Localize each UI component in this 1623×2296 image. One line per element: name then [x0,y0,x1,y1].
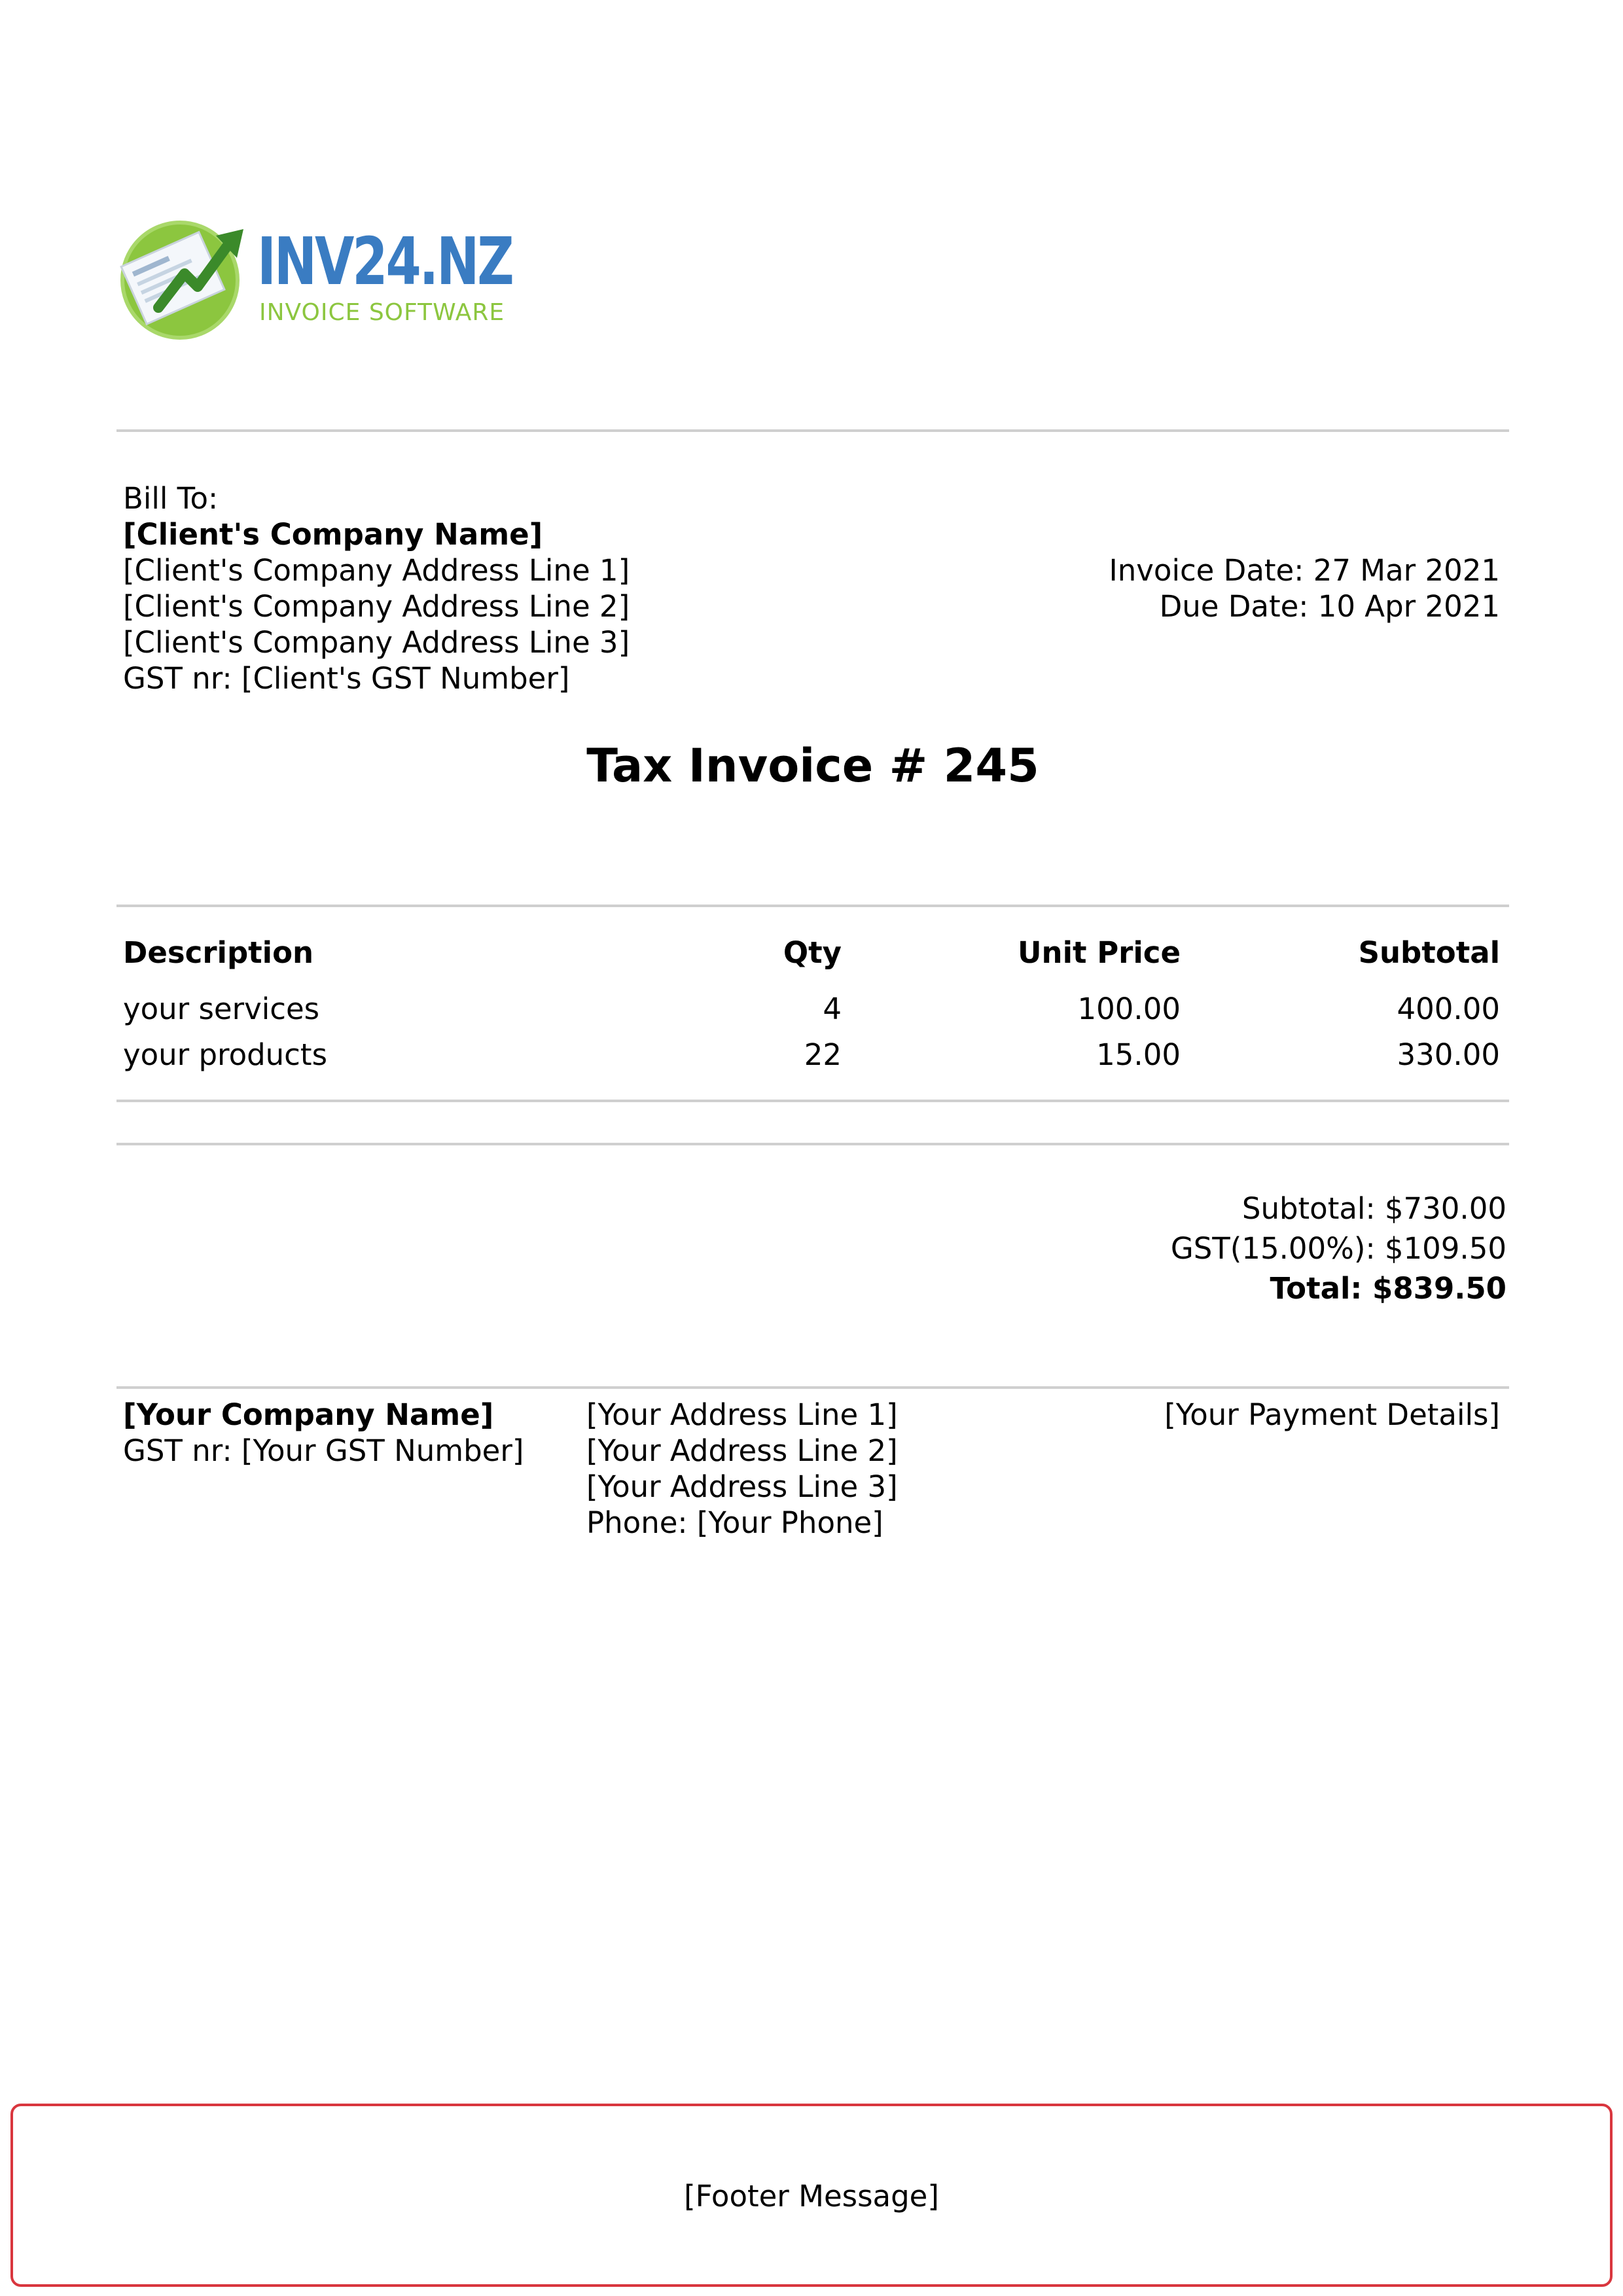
row-1-qty: 4 [823,992,842,1026]
your-address-line-2: [Your Address Line 2] [586,1433,898,1468]
header-subtotal: Subtotal [1358,935,1500,970]
invoice-title [0,740,1623,792]
your-address-line-3: [Your Address Line 3] [586,1469,898,1504]
payment-details-text: [Your Payment Details] [1164,1397,1500,1432]
header-description: Description [123,935,314,970]
client-address-line-1: [Client's Company Address Line 1] [123,553,630,588]
invoice-title-text: Tax Invoice # 245 [586,739,1039,793]
totals-block [1171,1189,1507,1308]
totals-subtotal: Subtotal: $730.00 [1241,1191,1507,1226]
company-block [123,1397,524,1469]
totals-gst: GST(15.00%): $109.50 [1170,1231,1507,1266]
company-divider [116,1386,1509,1389]
client-gst-number: GST nr: [Client's GST Number] [123,661,570,696]
bill-to-block [123,480,630,696]
row-2-subtotal: 330.00 [1397,1037,1500,1072]
client-address-line-3: [Client's Company Address Line 3] [123,625,630,660]
row-2-description: your products [123,1037,328,1072]
table-bottom-divider [116,1100,1509,1102]
header-divider [116,429,1509,432]
logo-wordmark: INV24.NZ [257,223,512,300]
row-2-qty: 22 [804,1037,842,1072]
your-address-line-1: [Your Address Line 1] [586,1397,898,1432]
your-company-name: [Your Company Name] [123,1397,494,1432]
logo-tagline: INVOICE SOFTWARE [259,299,505,326]
payment-details [1164,1397,1500,1433]
header-unit-price: Unit Price [1018,935,1181,970]
client-company-name: [Client's Company Name] [123,517,543,552]
your-phone: Phone: [Your Phone] [586,1505,883,1540]
totals-total: Total: $839.50 [1270,1271,1507,1306]
totals-top-divider [116,1143,1509,1145]
logo-emblem-icon [118,209,255,347]
bill-to-label: Bill To: [123,481,219,516]
header-qty: Qty [783,935,842,970]
row-1-unit-price: 100.00 [1077,992,1181,1026]
company-logo [118,209,510,347]
row-1-description: your services [123,992,320,1026]
invoice-date: Invoice Date: 27 Mar 2021 [1109,553,1500,588]
your-gst-number: GST nr: [Your GST Number] [123,1433,524,1468]
due-date: Due Date: 10 Apr 2021 [1159,589,1500,624]
footer-message: [Footer Message] [684,2179,939,2214]
client-address-line-2: [Client's Company Address Line 2] [123,589,630,624]
row-2-unit-price: 15.00 [1096,1037,1181,1072]
invoice-dates [1109,552,1500,624]
company-address-block [586,1397,898,1541]
row-1-subtotal: 400.00 [1397,992,1500,1026]
table-top-divider [116,905,1509,907]
